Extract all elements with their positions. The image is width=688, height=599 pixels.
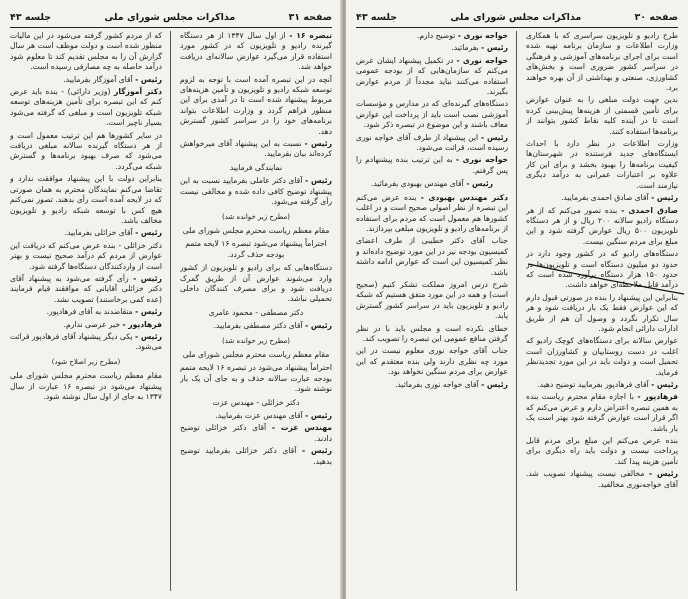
speaker-name: مهندس عزت - xyxy=(271,423,332,433)
speaker-name: رئیس - xyxy=(651,380,678,389)
left-page-number: صفحه ۳۱ xyxy=(288,11,332,23)
paragraph: بنده عرض می‌کنم این مبلغ برای مردم قابل پرداخت نیست و دولت باید راه دیگری برای تأمین هزینه پیدا کند. xyxy=(526,436,678,466)
speaker-name: فرهادپور - xyxy=(122,319,162,329)
paragraph: خواجه نوری - به این ترتیب بنده پیشنهادم را پس گرفتم. xyxy=(356,155,508,175)
speaker-name: دکتر مهندس بهبودی - xyxy=(420,192,508,202)
paragraph: دستگاه‌های گیرنده‌ای که در مدارس و مؤسسات آموزشی نصب است باید از پرداخت این عوارض معاف باشند و این موضوع در تبصره ذکر شود. xyxy=(356,99,508,130)
speaker-name: صادق احمدی - xyxy=(621,205,678,215)
paragraph: (مطرح زیر خوانده شد) xyxy=(222,336,290,345)
paragraph: فرهادپور - خیر عرضی ندارم. xyxy=(63,319,162,329)
speaker-name: فرهادپور - xyxy=(637,392,678,402)
right-page-column-right xyxy=(526,31,678,593)
speaker-name: رئیس - xyxy=(301,446,332,456)
paragraph: (مطرح زیر خوانده شد) xyxy=(222,212,290,221)
right-page-column-left xyxy=(356,31,508,593)
left-page xyxy=(0,0,342,599)
paragraph: رئیس - رأی گرفته می‌شود به پیشنهاد آقای دکتر خزائلی آقایانی که موافقند قیام فرمایند (عده کمی برخاستند) تصویب نشد. xyxy=(10,273,162,304)
left-page-title: مذاکرات مجلس شورای ملی xyxy=(104,11,236,23)
paragraph: رئیس - آقای دکتر عاملی بفرمایید نسبت به این پیشنهاد توضیح کافی داده شده و مخالفی نیست رأی گرفته می‌شود. xyxy=(180,176,332,207)
left-page-column-right xyxy=(180,31,332,593)
speaker-name: رئیس - xyxy=(305,411,332,420)
paragraph: دکتر آموزگار (وزیر دارائی) - بنده باید عرض کنم که این تبصره برای تأمین هزینه‌های توسعه شبکه تلویزیون است و مبلغی که گرفته می‌شود بسیار ناچیز است. xyxy=(10,87,162,128)
speaker-name: رئیس - xyxy=(466,179,494,189)
speaker-name: رئیس - xyxy=(304,176,332,186)
speaker-name: خواجه نوری - xyxy=(456,55,508,65)
paragraph: رئیس - آقای فرهادپور بفرمایید توضیح دهید. xyxy=(537,380,678,389)
right-page-session: جلسه ۴۳ xyxy=(356,11,398,23)
speaker-name: تبصره ۱۶ - xyxy=(289,31,332,40)
paragraph: جناب آقای دکتر خطیبی از طرف اعضای کمیسیون بودجه نیز در این مورد توضیح داده‌اند و نظر کمیسیون این است که عوارض ادامه داشته باشد. xyxy=(356,236,508,277)
right-page xyxy=(346,0,688,599)
paragraph: رئیس - آقای خزائلی بفرمایید. xyxy=(64,228,162,238)
paragraph: دستگاه‌های رادیو که در کشور وجود دارد در حدود دو میلیون دستگاه است و تلویزیون‌ها در حدود ۱۵۰ هزار دستگاه برآورد شده است که درآمد قابل ملاحظه‌ای خواهد داشت. xyxy=(526,249,678,290)
speaker-name: رئیس - xyxy=(135,307,162,317)
paragraph: نمایندگی فرمایید xyxy=(229,162,283,172)
paragraph: تبصره ۱۶ - از اول سال ۱۳۴۷ از هر دستگاه گیرنده رادیو و تلویزیون که در کشور مورد استفاده قرار می‌گیرد عوارض سالانه‌ای دریافت خواهد شد. xyxy=(180,31,332,72)
paragraph: طرح رادیو و تلویزیون سراسری که با همکاری وزارت اطلاعات و سازمان برنامه تهیه شده است برای اجرای برنامه‌های آموزشی و فرهنگی در سراسر کشور ضروری است و بخش‌های کشاورزی، صنعتی و بهداشتی از آن بهره خواهند برد. xyxy=(526,31,678,93)
paragraph: دکتر خزائلی - مهندس عزت xyxy=(212,397,300,407)
left-header-rule xyxy=(10,27,332,28)
paragraph: مقام معظم ریاست محترم مجلس شورای ملی پیشنهاد می‌شود در تبصره ۱۶ عبارت از سال ۱۳۴۷ به جای از اول سال نوشته شود. xyxy=(10,371,162,401)
right-column-divider xyxy=(516,31,517,591)
paragraph: رئیس - آقای مهندس بهبودی بفرمائید. xyxy=(370,179,494,189)
speaker-name: رئیس - xyxy=(480,132,508,142)
paragraph: دکتر مصطفی - محمود عامری xyxy=(208,307,304,317)
speaker-name: رئیس - xyxy=(481,43,508,53)
right-page-header xyxy=(356,10,678,24)
paragraph: آنچه در این تبصره آمده است با توجه به لزوم توسعه شبکه رادیو و تلویزیون و تأمین هزینه‌های مربوط پیشنهاد شده است تا در آمدی برای این منظور فراهم گردد و وزارت اطلاعات بتواند برنامه‌های خود را در سراسر کشور گسترش دهد. xyxy=(180,74,332,136)
paragraph: عوارض سالانه برای دستگاه‌های کوچک رادیو که اغلب در دست روستاییان و کشاورزان است تحمیل است و دولت باید در این مورد تجدیدنظر فرماید. xyxy=(526,336,678,377)
speaker-name: رئیس - xyxy=(651,193,678,203)
paragraph: بدین جهت دولت مبلغی را به عنوان عوارض برای تأمین قسمتی از هزینه‌ها پیش‌بینی کرده است تا در آینده کلیه نقاط کشور بتوانند از برنامه‌ها استفاده کنند. xyxy=(526,95,678,136)
paragraph: رئیس - مخالفی نیست پیشنهاد تصویب شد. آقای خواجه‌نوری مخالفید. xyxy=(526,469,678,489)
paragraph: بنابراین دولت با این پیشنهاد موافقت ندارد و تقاضا می‌کنم نمایندگان محترم به همان صورتی که در لایحه آمده است رأی بدهند. تصور نمی‌کنم هیچ کس با توسعه شبکه رادیو و تلویزیون مخالف باشد. xyxy=(10,174,162,225)
paragraph: رئیس - آقای خواجه نوری بفرمائید. xyxy=(395,379,508,389)
paragraph: خواجه نوری - توضیح دارم. xyxy=(416,31,508,40)
speaker-name: رئیس - xyxy=(648,469,678,479)
speaker-name: خواجه نوری - xyxy=(455,155,508,165)
paragraph: رئیس - آقای دکتر خزائلی بفرمایید توضیح بدهید. xyxy=(180,446,332,466)
speaker-name: دکتر آموزگار xyxy=(114,87,162,97)
right-page-number: صفحه ۳۰ xyxy=(634,11,678,23)
paragraph: دکتر خزائلی - بنده عرض می‌کنم که دریافت این عوارض از مردم کم درآمد صحیح نیست و بهتر است از واردکنندگان دستگاه‌ها گرفته شود. xyxy=(10,240,162,271)
speaker-name: رئیس - xyxy=(481,379,508,389)
paragraph: مهندس عزت - آقای دکتر خزائلی توضیح دادند. xyxy=(180,423,332,443)
speaker-name: رئیس - xyxy=(135,228,162,238)
paragraph: رئیس - آقای دکتر مصطفی بفرمایید. xyxy=(213,321,332,331)
speaker-name: رئیس - xyxy=(305,321,332,331)
paragraph: رئیس - آقای صادق احمدی بفرمایید. xyxy=(560,193,678,203)
paragraph: دستگاه‌هایی که برای رادیو و تلویزیون از کشور وارد می‌شوند عوارض آن از طریق گمرک دریافت شود و برای مصرف کنندگان داخلی تحمیلی نباشد. xyxy=(180,263,332,304)
paragraph: رئیس - آقای مهندس عزت بفرمایید. xyxy=(215,411,332,420)
paragraph: شرح درس امروز مملکت تشکر کنیم (صحیح است) و همه در این مورد متفق هستیم که شبکه رادیو و تلویزیون باید در سراسر کشور گسترش یابد. xyxy=(356,279,508,321)
right-header-rule xyxy=(356,27,678,28)
left-page-header xyxy=(10,10,332,24)
paragraph: صادق احمدی - بنده تصور می‌کنم که از هر دستگاه رادیو سالانه ۲۰۰ ریال و از هر دستگاه تلویزیون ۵۰۰ ریال عوارض گرفته شود و این مبلغ برای مردم سنگین نیست. xyxy=(526,205,678,246)
paragraph: در سایر کشورها هم این ترتیب معمول است و از هر دستگاه گیرنده سالانه مبلغی دریافت می‌شود که صرف بهبود برنامه‌ها و گسترش شبکه می‌گردد. xyxy=(10,130,162,171)
paragraph: وزارت اطلاعات در نظر دارد با احداث ایستگاه‌های جدید فرستنده در شهرستان‌ها کیفیت برنامه‌ها را بهبود بخشد و برای این کار علاوه بر اعتبارات عمرانی به درآمد دیگری نیازمند است. xyxy=(526,139,678,190)
paragraph: رئیس - آقای آموزگار بفرمایید. xyxy=(63,74,162,84)
paragraph: مقام معظم ریاست محترم مجلس شورای ملی xyxy=(182,349,330,359)
speaker-name: رئیس - xyxy=(133,273,162,283)
paragraph: رئیس - نسبت به این پیشنهاد آقای میرخواهش کرده‌اند بیان بفرمایید. xyxy=(180,139,332,159)
right-page-title: مذاکرات مجلس شورای ملی xyxy=(450,11,582,23)
speaker-name: رئیس - xyxy=(135,331,162,341)
paragraph: احتراماً پیشنهاد می‌شود در تبصره ۱۶ لایحه متمم بودجه عبارت سالانه حذف و به جای آن یک بار نوشته شود. xyxy=(180,363,332,394)
left-column-divider xyxy=(170,31,171,591)
paragraph: احتراماً پیشنهاد می‌شود تبصره ۱۶ لایحه متمم بودجه حذف گردد. xyxy=(185,239,327,259)
speaker-name: رئیس - xyxy=(304,139,332,149)
left-page-session: جلسه ۴۳ xyxy=(10,11,52,23)
paragraph: خواجه نوری - در تکمیل پیشنهاد ایشان عرض می‌کنم که سازمان‌هایی که از بودجه عمومی استفاده می‌کنند نباید مجدداً از مردم عوارض بگیرند. xyxy=(356,55,508,97)
paragraph: (مطرح زیر اصلاح شود) xyxy=(51,357,121,366)
paragraph: مقام معظم ریاست محترم مجلس شورای ملی xyxy=(182,225,330,235)
speaker-name: رئیس - xyxy=(135,74,162,84)
paragraph: که از مردم کشور گرفته می‌شود در این مالیات منظور شده است و دولت موظف است هر سال گزارش آن را به مجلس تقدیم کند تا معلوم شود درآمد حاصله به چه مصارفی رسیده است. xyxy=(10,31,162,72)
paragraph: خطای نکرده است و مجلس باید با در نظر گرفتن منافع عمومی این تبصره را تصویب کند. xyxy=(356,323,508,343)
speaker-name: خواجه نوری - xyxy=(457,31,508,40)
paragraph: رئیس - این پیشنهاد از طرف آقای خواجه نوری رسیده است، قرائت می‌شود. xyxy=(356,132,508,153)
paragraph: رئیس - بفرمائید. xyxy=(451,43,508,53)
paragraph: رئیس - یکی دیگر پیشنهاد آقای فرهادپور قرائت می‌شود. xyxy=(10,331,162,352)
paragraph: بنابراین این پیشنهاد را بنده در صورتی قبول دارم که این عوارض فقط یک بار دریافت شود و هر سال تکرار نگردد و وصول آن هم از طریق ادارات دارائی انجام شود. xyxy=(526,292,678,333)
paragraph: رئیس - متقاضدند به آقای فرهادپور. xyxy=(46,307,162,317)
paragraph: فرهادپور - با اجازه مقام محترم ریاست بنده به همین تبصره اعتراض دارم و عرض می‌کنم که اگر قرار است عوارض گرفته شود بهتر است یک بار باشد. xyxy=(526,392,678,433)
paragraph: جناب آقای خواجه نوری معلوم نیست در این مورد چه نظری دارند ولی بنده معتقدم که این عوارض برای مردم سنگین نخواهد بود. xyxy=(356,346,508,377)
left-page-column-left xyxy=(10,31,162,593)
paragraph: دکتر مهندس بهبودی - بنده عرض می‌کنم این تبصره از نظر اصولی صحیح است و در اغلب کشورها هم معمول است که مردم برای استفاده از برنامه‌های رادیو و تلویزیون مبلغی بپردازند. xyxy=(356,192,508,233)
